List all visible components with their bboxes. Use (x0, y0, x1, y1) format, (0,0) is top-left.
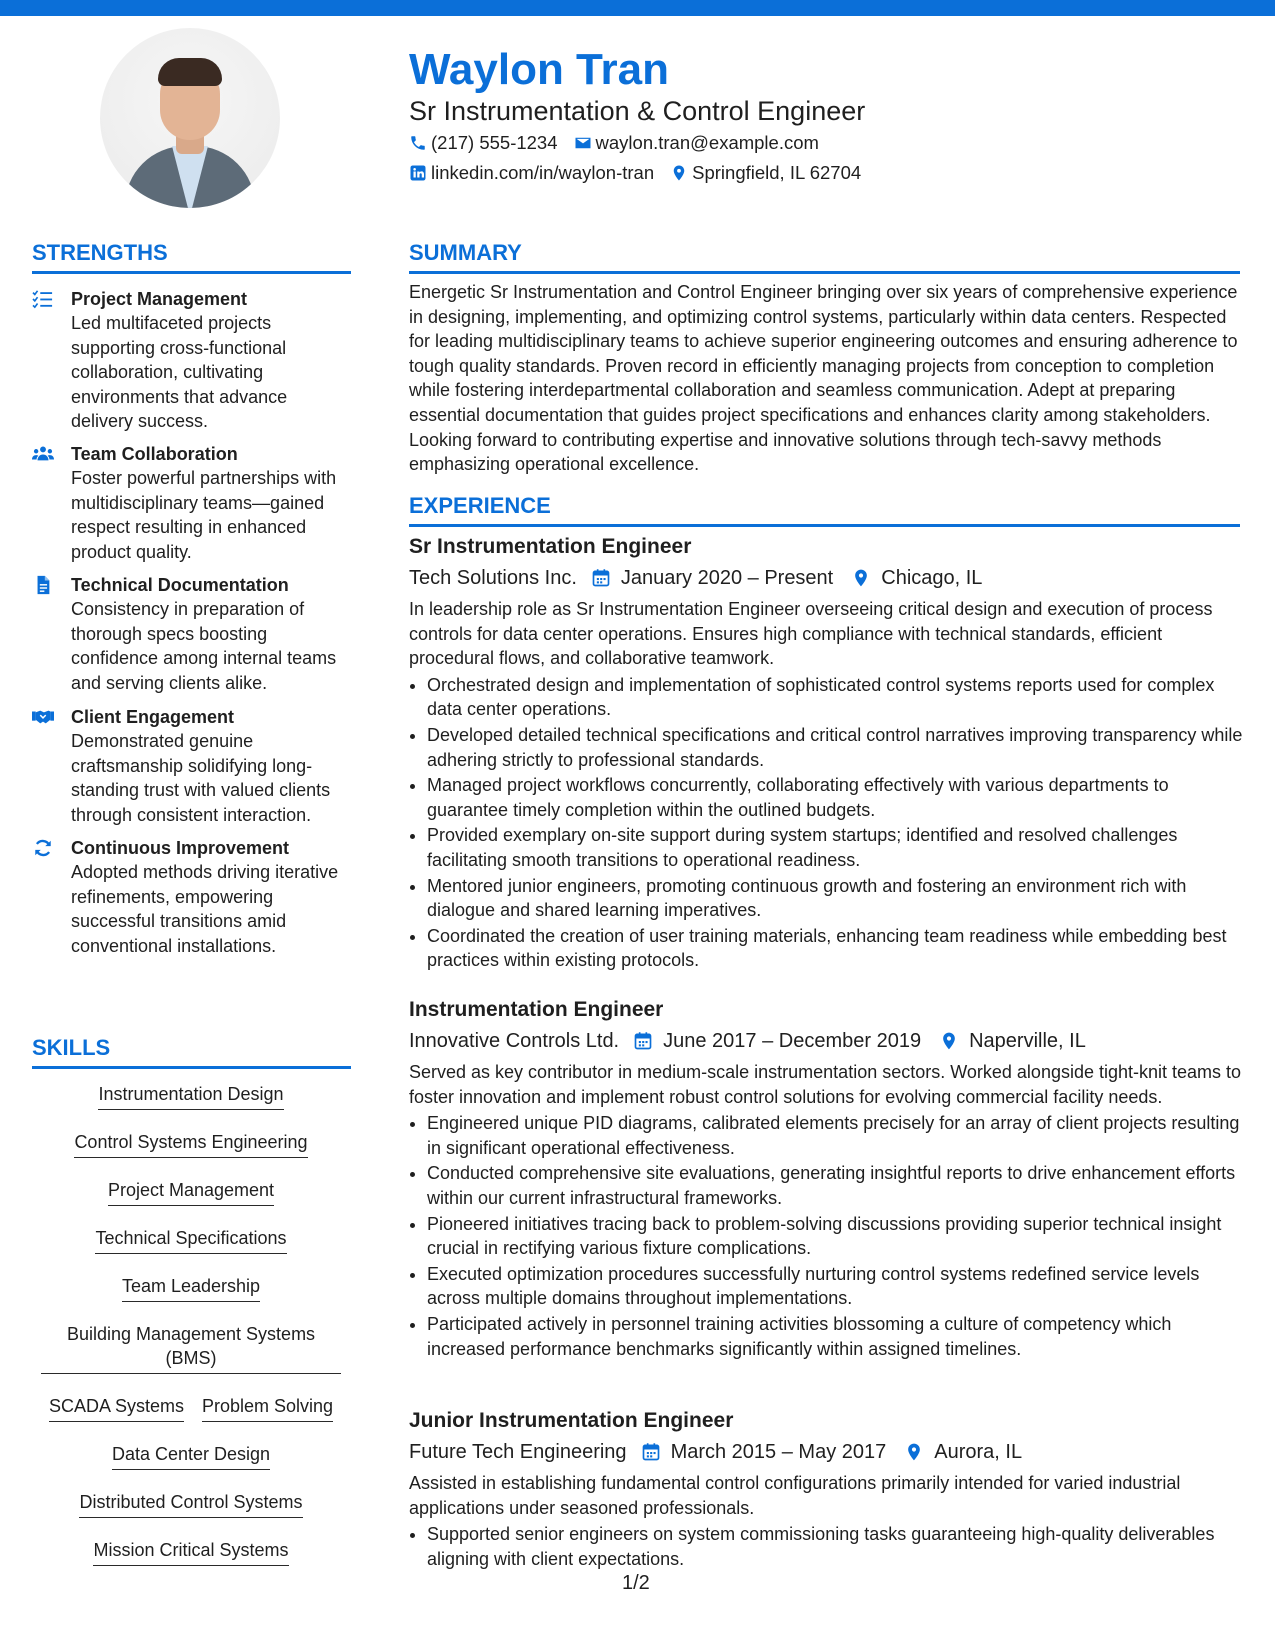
list-item: • Orchestrated design and implementation of sophisticated control systems reports used for complex data center operations. (427, 673, 1245, 722)
job-dates: June 2017 – December 2019 (663, 1030, 922, 1052)
contact-row-2 (409, 162, 861, 184)
job-title: Instrumentation Engineer (409, 998, 664, 1021)
strength-title: Project Management (71, 289, 248, 309)
job-location: Chicago, IL (881, 567, 983, 589)
phone-icon (409, 134, 427, 152)
envelope-icon (574, 134, 592, 152)
strength-item (32, 705, 352, 827)
strength-description: Demonstrated genuine craftsmanship solidifying long-standing trust with valued clients through consistent interaction. (71, 731, 331, 825)
job-meta (409, 1437, 1245, 1467)
job-title: Sr Instrumentation Engineer (409, 535, 692, 558)
list-item: • Supported senior engineers on system commissioning tasks guaranteeing high-quality deliverables aligning with client expectations. (427, 1522, 1245, 1571)
skill-tag: Mission Critical Systems (93, 1538, 288, 1566)
job-bullets (409, 1522, 1245, 1571)
summary-heading: SUMMARY (409, 239, 1240, 274)
company-name: Innovative Controls Ltd. (409, 1030, 620, 1052)
candidate-title: Sr Instrumentation & Control Engineer (409, 96, 866, 126)
job-description: In leadership role as Sr Instrumentation Engineer overseeing critical design and execution of process controls for data center operations. Ensures high compliance with technical standards, efficient procedural flows, and collaborative teamwork. (409, 599, 1213, 669)
list-item: • Participated actively in personnel training activities blossoming a culture of competency which increased performance benchmarks significantly within assigned timelines. (427, 1312, 1245, 1361)
checklist-icon (32, 289, 54, 309)
job-meta (409, 1026, 1245, 1056)
location-pin-icon (904, 1442, 934, 1462)
job-bullets (409, 673, 1245, 973)
location-pin-icon (851, 568, 881, 588)
skill-tag: SCADA Systems (49, 1394, 184, 1422)
skill-tag: Distributed Control Systems (79, 1490, 302, 1518)
experience-entry (409, 996, 1245, 1362)
skill-tag: Instrumentation Design (98, 1082, 283, 1110)
candidate-name: Waylon Tran (409, 45, 669, 94)
experience-heading: EXPERIENCE (409, 492, 1240, 527)
job-dates: March 2015 – May 2017 (670, 1441, 887, 1463)
strength-title: Team Collaboration (71, 444, 238, 464)
strength-item (32, 442, 352, 564)
skill-tag: Team Leadership (122, 1274, 260, 1302)
refresh-icon (32, 838, 54, 858)
email-text: waylon.tran@example.com (595, 132, 819, 153)
document-icon (32, 575, 54, 595)
handshake-icon (32, 707, 54, 727)
calendar-icon (641, 1442, 671, 1462)
linkedin-text: linkedin.com/in/waylon-tran (431, 162, 655, 183)
location-pin-icon (670, 164, 688, 182)
company-name: Tech Solutions Inc. (409, 567, 577, 589)
list-item: • Executed optimization procedures successfully nurturing control systems redefined service levels across multiple domains throughout implementations. (427, 1262, 1245, 1311)
location-pin-icon (939, 1031, 969, 1051)
strength-description: Consistency in preparation of thorough specs boosting confidence among internal teams and serving clients alike. (71, 599, 337, 693)
list-item: • Coordinated the creation of user training materials, enhancing team readiness while embedding best practices within existing protocols. (427, 924, 1245, 973)
experience-entry (409, 1407, 1245, 1572)
strength-title: Client Engagement (71, 707, 235, 727)
calendar-icon (591, 568, 621, 588)
list-item: • Engineered unique PID diagrams, calibrated elements precisely for an array of client projects resulting in significant operational effectiveness. (427, 1111, 1245, 1160)
list-item: • Conducted comprehensive site evaluations, generating insightful reports to drive enhancement efforts within our current infrastructural frameworks. (427, 1161, 1245, 1210)
skill-tag: Control Systems Engineering (74, 1130, 307, 1158)
skill-tag: Data Center Design (112, 1442, 270, 1470)
strength-title: Continuous Improvement (71, 838, 290, 858)
skill-tag: Problem Solving (202, 1394, 333, 1422)
top-accent-bar (0, 0, 1275, 16)
list-item: • Pioneered initiatives tracing back to problem-solving discussions providing superior technical insight crucial in rectifying various fixture complications. (427, 1212, 1245, 1261)
list-item: • Provided exemplary on-site support during system startups; identified and resolved challenges facilitating smooth transitions to operational readiness. (427, 823, 1245, 872)
company-name: Future Tech Engineering (409, 1441, 627, 1463)
strength-description: Foster powerful partnerships with multidisciplinary teams—gained respect resulting in enhanced product quality. (71, 468, 337, 562)
skills-list (32, 1082, 350, 1586)
location-text: Springfield, IL 62704 (692, 162, 862, 183)
job-title: Junior Instrumentation Engineer (409, 1409, 734, 1432)
strength-description: Led multifaceted projects supporting cross-functional collaboration, cultivating environments that advance delivery success. (71, 313, 288, 431)
strength-item (32, 573, 352, 695)
email-contact[interactable] (574, 132, 819, 154)
job-description: Assisted in establishing fundamental control configurations primarily intended for varied industrial applications under seasoned professionals. (409, 1473, 1181, 1518)
skill-tag: Technical Specifications (95, 1226, 286, 1254)
phone-text: (217) 555-1234 (431, 132, 558, 153)
linkedin-icon (409, 164, 427, 182)
job-dates: January 2020 – Present (620, 567, 834, 589)
strength-description: Adopted methods driving iterative refinements, empowering successful transitions amid conventional installations. (71, 862, 339, 956)
profile-photo (100, 28, 280, 208)
skills-heading: SKILLS (32, 1034, 351, 1069)
linkedin-contact[interactable] (409, 162, 654, 184)
phone-contact (409, 132, 558, 154)
skill-tag: Project Management (108, 1178, 274, 1206)
strength-title: Technical Documentation (71, 575, 289, 595)
job-location: Aurora, IL (934, 1441, 1023, 1463)
page-number: 1/2 (622, 1572, 650, 1594)
calendar-icon (633, 1031, 663, 1051)
list-item: • Managed project workflows concurrently, collaborating effectively with various departments to guarantee timely completion within the outlined budgets. (427, 773, 1245, 822)
job-meta (409, 563, 1245, 593)
people-icon (32, 444, 54, 464)
strength-item (32, 836, 352, 958)
job-location: Naperville, IL (969, 1030, 1086, 1052)
skill-tag: Building Management Systems (BMS) (41, 1322, 341, 1374)
summary-text: Energetic Sr Instrumentation and Control Engineer bringing over six years of comprehensive experience in designing, implementing, and optimizing control systems, particularly within data centers. Respected for leading multidisciplinary teams to achieve superior engineering outcomes and ensuring adherence to tough quality standards. Proven record in efficiently managing projects from conception to completion while fostering interdepartmental collaboration and seamless communication. Adept at preparing essential documentation that guides project specifications and enhances clarity among stakeholders. Looking forward to contributing expertise and innovative solutions through tech-savvy methods emphasizing operational excellence. (409, 282, 1238, 475)
strength-item (32, 287, 352, 434)
contact-row-1 (409, 132, 819, 154)
list-item: • Developed detailed technical specifications and critical control narratives improving transparency while adhering strictly to professional standards. (427, 723, 1245, 772)
location-contact (670, 162, 861, 184)
list-item: • Mentored junior engineers, promoting continuous growth and fostering an environment rich with dialogue and shared learning imperatives. (427, 874, 1245, 923)
experience-entry (409, 533, 1245, 974)
job-bullets (409, 1111, 1245, 1361)
strengths-heading: STRENGTHS (32, 239, 351, 274)
job-description: Served as key contributor in medium-scale instrumentation sectors. Worked alongside tight-knit teams to foster innovation and implement robust control solutions for evolving commercial facility needs. (409, 1062, 1242, 1107)
